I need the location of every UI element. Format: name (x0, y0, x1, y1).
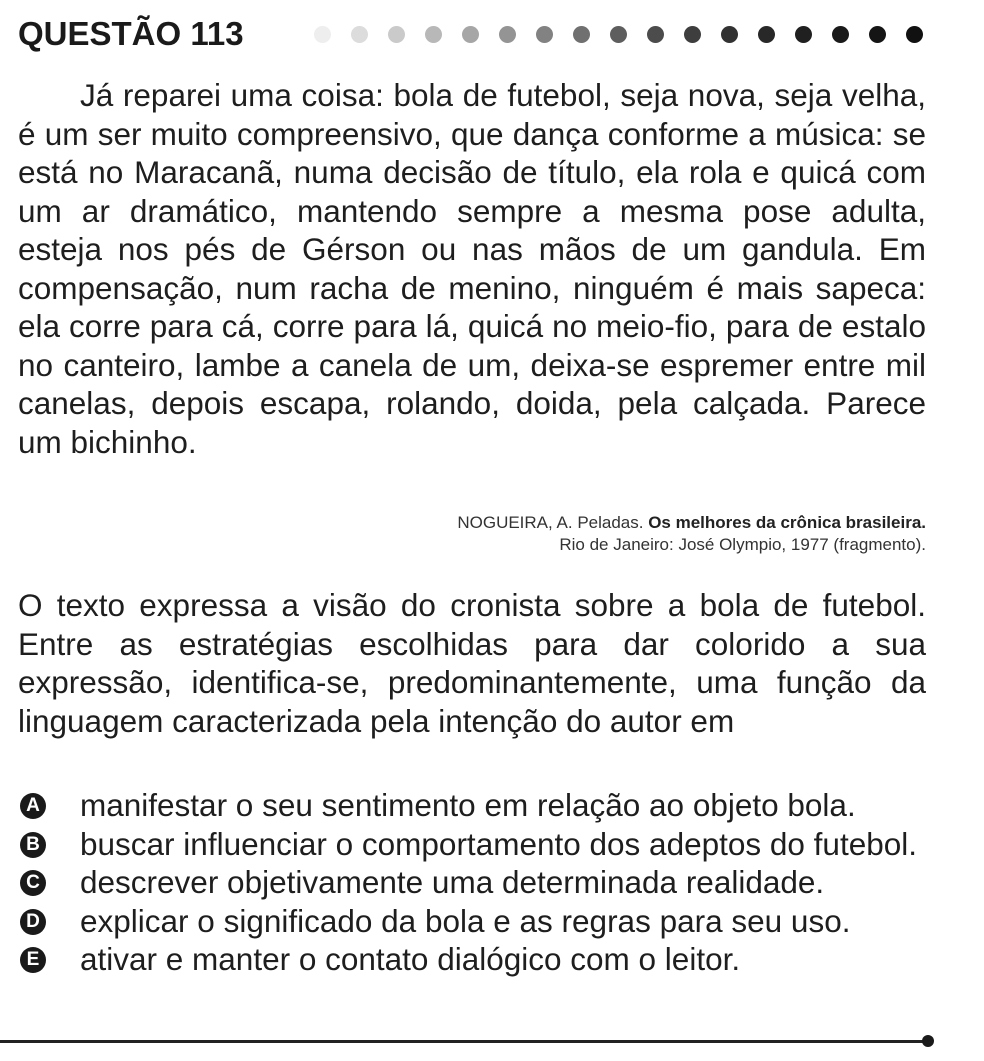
option-a-text: manifestar o seu sentimento em relação ao objeto bola. (80, 787, 856, 823)
option-e-letter-badge: E (20, 947, 46, 973)
option-e-text: ativar e manter o contato dialógico com o leitor. (80, 941, 741, 977)
answer-options (18, 786, 926, 979)
option-d-text: explicar o significado da bola e as regras para seu uso. (80, 902, 851, 939)
question-header (18, 14, 938, 54)
decorative-dot-row (314, 26, 934, 44)
decorative-dot (869, 26, 886, 43)
decorative-dot (536, 26, 553, 43)
option-c[interactable] (18, 863, 926, 902)
citation-book-title: Os melhores da crônica brasileira. (648, 513, 926, 532)
question-title: QUESTÃO 113 (18, 15, 244, 52)
option-d-letter-badge: D (20, 909, 46, 935)
decorative-dot (795, 26, 812, 43)
option-a[interactable] (18, 786, 926, 825)
citation-line-1 (457, 512, 926, 534)
decorative-dot (573, 26, 590, 43)
decorative-dot (684, 26, 701, 43)
decorative-dot (425, 26, 442, 43)
citation-author-title: NOGUEIRA, A. Peladas. (457, 513, 649, 532)
decorative-dot (721, 26, 738, 43)
citation-line-2: Rio de Janeiro: José Olympio, 1977 (fragmento). (559, 535, 926, 554)
decorative-dot (906, 26, 923, 43)
decorative-dot (314, 26, 331, 43)
passage-text: Já reparei uma coisa: bola de futebol, seja nova, seja velha, é um ser muito compreensivo, que dança conforme a música: se está no Maracanã, numa decisão de título, ela rola e quicá com um ar dramático, mantendo sempre a mesma pose adulta, esteja nos pés de Gérson ou nas mãos de um gandula. Em compensação, num racha de menino, ninguém é mais sapeca: ela corre para cá, corre para lá, quicá no meio-fio, para de estalo no canteiro, lambe a canela de um, deixa-se espremer entre mil canelas, depois escapa, rolando, doida, pela calçada. Parece um bichinho. (18, 77, 926, 460)
citation (457, 512, 926, 556)
decorative-dot (499, 26, 516, 43)
option-c-text: descrever objetivamente uma determinada realidade. (80, 864, 825, 900)
decorative-dot (832, 26, 849, 43)
decorative-dot (610, 26, 627, 43)
option-c-letter-badge: C (20, 870, 46, 896)
decorative-dot (388, 26, 405, 43)
decorative-dot (647, 26, 664, 43)
option-b[interactable] (18, 825, 926, 864)
option-a-letter-badge: A (20, 793, 46, 819)
question-stem: O texto expressa a visão do cronista sobre a bola de futebol. Entre as estratégias escolhidas para dar colorido a sua expressão, identifica-se, predominantemente, uma função da linguagem caracterizada pela intenção do autor em (18, 587, 926, 739)
option-d[interactable] (18, 902, 926, 941)
divider-end-dot (922, 1035, 934, 1047)
decorative-dot (758, 26, 775, 43)
decorative-dot (462, 26, 479, 43)
option-b-text: buscar influenciar o comportamento dos adeptos do futebol. (80, 825, 918, 862)
option-b-letter-badge: B (20, 832, 46, 858)
bottom-divider-line (0, 1040, 928, 1043)
decorative-dot (351, 26, 368, 43)
option-e[interactable] (18, 940, 926, 979)
